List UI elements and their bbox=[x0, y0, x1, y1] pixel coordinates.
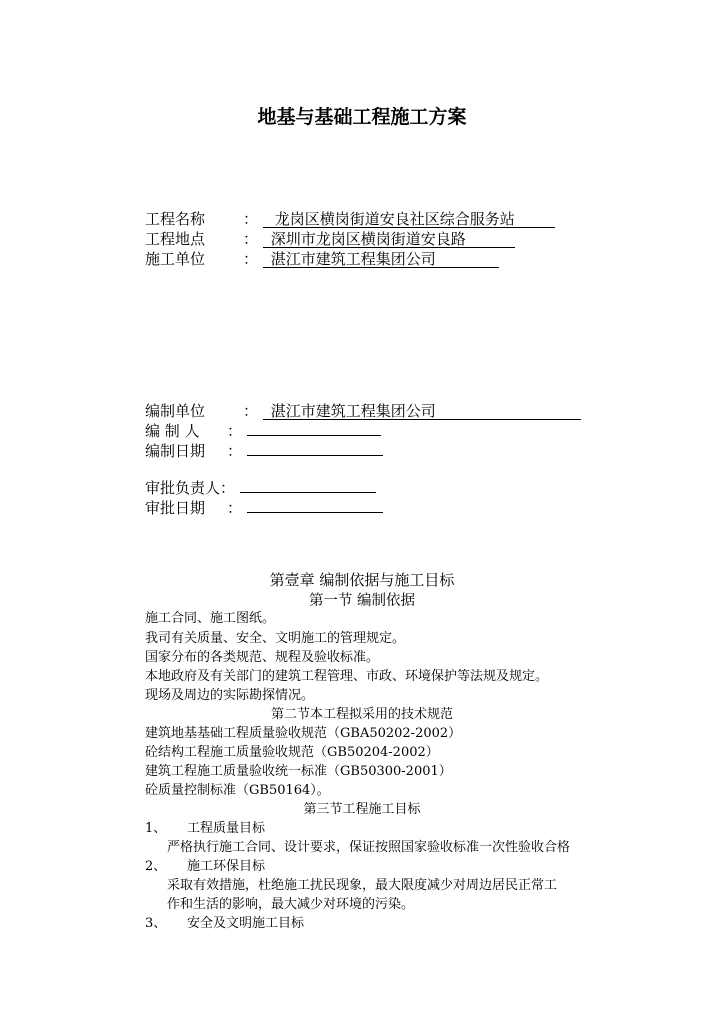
spec-item: 砼质量控制标准（GB50164）。 bbox=[145, 783, 330, 798]
goal-row-1 bbox=[145, 817, 265, 836]
basis-item: 施工合同、施工图纸。 bbox=[145, 611, 276, 626]
info-sep: ： bbox=[243, 210, 259, 228]
info-label: 工程地点 bbox=[145, 230, 206, 248]
compile-row-date bbox=[145, 440, 383, 461]
compile-label: 编制日期 bbox=[145, 442, 206, 460]
info-sep: ： bbox=[243, 250, 259, 268]
goal-line: 作和生活的影响，最大减少对环境的污染。 bbox=[167, 897, 415, 912]
basis-item: 国家分布的各类规范、规程及验收标准。 bbox=[145, 650, 380, 665]
info-value: 湛江市建筑工程集团公司 bbox=[263, 252, 499, 268]
compile-row-author bbox=[145, 420, 381, 441]
approve-sep: ： bbox=[227, 499, 243, 517]
approve-label: 审批负责人 bbox=[145, 479, 221, 497]
spec-item: 建筑地基基础工程质量验收规范（GBA50202-2002） bbox=[145, 726, 462, 741]
info-value: 深圳市龙岗区横岗街道安良路 bbox=[263, 232, 515, 248]
basis-item: 我司有关质量、安全、文明施工的管理规定。 bbox=[145, 631, 406, 646]
goal-number: 3、 bbox=[145, 916, 167, 931]
info-value: 龙岗区横岗街道安良社区综合服务站 bbox=[263, 212, 555, 228]
spec-item: 建筑工程施工质量验收统一标准（GB50300-2001） bbox=[145, 764, 452, 779]
info-label: 工程名称 bbox=[145, 210, 206, 228]
compile-row-unit bbox=[145, 400, 581, 421]
goal-title: 安全及文明施工目标 bbox=[187, 916, 305, 931]
approve-row-date bbox=[145, 497, 383, 518]
goal-number: 1、 bbox=[145, 821, 167, 836]
compile-value: 湛江市建筑工程集团公司 bbox=[263, 404, 581, 420]
section2-heading: 第二节本工程拟采用的技术规范 bbox=[270, 707, 453, 722]
section3-heading: 第三节工程施工目标 bbox=[303, 802, 421, 817]
approve-sep: ： bbox=[220, 479, 236, 497]
goal-title: 工程质量目标 bbox=[187, 821, 266, 836]
goal-line: 采取有效措施，杜绝施工扰民现象，最大限度减少对周边居民正常工 bbox=[167, 878, 558, 893]
compile-label: 编 制 人 bbox=[145, 422, 200, 440]
approve-label: 审批日期 bbox=[145, 499, 206, 517]
compile-sep: ： bbox=[243, 402, 259, 420]
section1-heading: 第一节 编制依据 bbox=[308, 593, 416, 609]
compile-label: 编制单位 bbox=[145, 402, 206, 420]
compile-blank-date bbox=[247, 442, 383, 456]
document-title: 地基与基础工程施工方案 bbox=[257, 106, 467, 128]
approve-row-person bbox=[145, 477, 376, 498]
compile-blank-author bbox=[247, 422, 381, 436]
info-sep: ： bbox=[243, 230, 259, 248]
basis-item: 现场及周边的实际勘探情况。 bbox=[145, 688, 315, 703]
goal-number: 2、 bbox=[145, 859, 167, 874]
goal-row-3 bbox=[145, 912, 304, 931]
basis-item: 本地政府及有关部门的建筑工程管理、市政、环境保护等法规及规定。 bbox=[145, 669, 549, 684]
info-row-project-name bbox=[145, 208, 555, 229]
info-row-project-location bbox=[145, 228, 515, 249]
info-row-construction-unit bbox=[145, 248, 499, 269]
info-label: 施工单位 bbox=[145, 250, 206, 268]
goal-row-2 bbox=[145, 855, 265, 874]
chapter-heading: 第壹章 编制依据与施工目标 bbox=[269, 571, 455, 589]
compile-sep: ： bbox=[227, 442, 243, 460]
approve-blank-date bbox=[247, 499, 383, 513]
compile-sep: ： bbox=[227, 422, 243, 440]
spec-item: 砼结构工程施工质量验收规范（GB50204-2002） bbox=[145, 745, 439, 760]
goal-title: 施工环保目标 bbox=[187, 859, 266, 874]
goal-line: 严格执行施工合同、设计要求，保证按照国家验收标准一次性验收合格 bbox=[167, 840, 571, 855]
approve-blank-person bbox=[240, 479, 376, 493]
